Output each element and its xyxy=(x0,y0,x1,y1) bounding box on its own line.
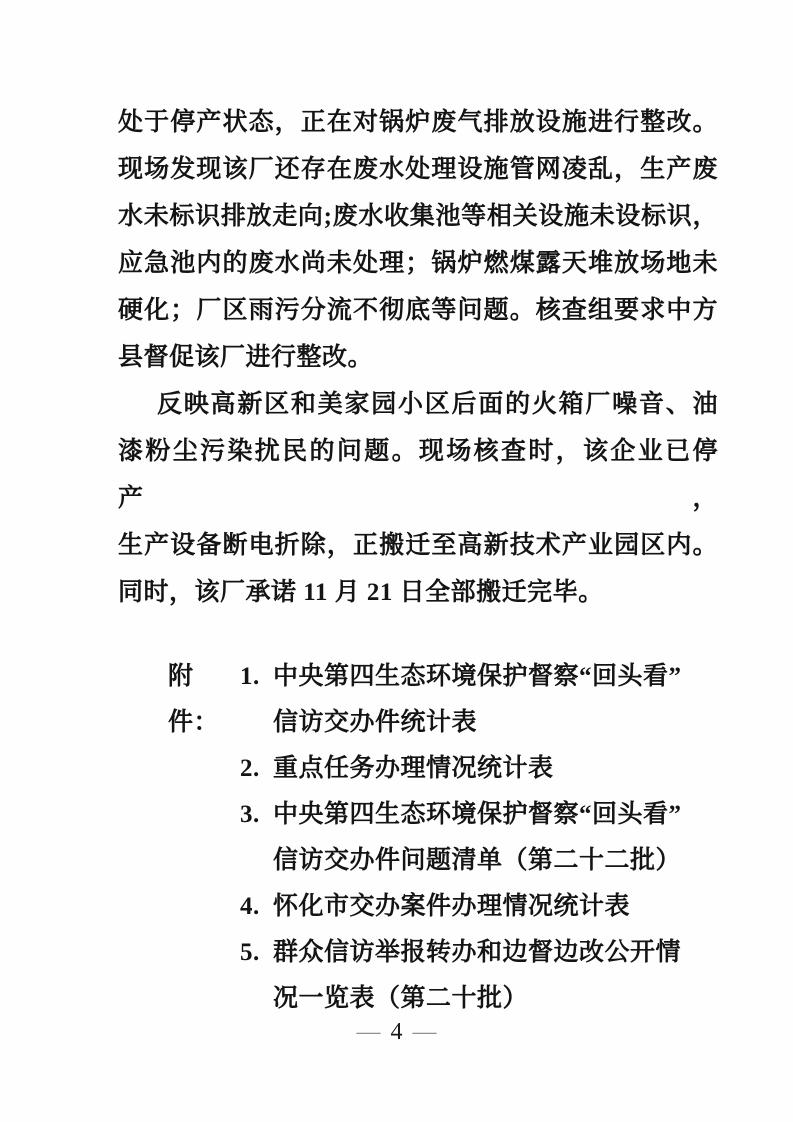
page-number-right-dash: — xyxy=(412,1019,437,1045)
attachment-item-number: 5. xyxy=(240,939,260,966)
body-text-line: 现场发现该厂还存在废水处理设施管网凌乱，生产废 xyxy=(118,156,718,183)
attachment-text-line: 怀化市交办案件办理情况统计表 xyxy=(273,893,631,920)
body-text-line: 县督促该厂进行整改。 xyxy=(118,344,374,371)
attachment-text-line: 重点任务办理情况统计表 xyxy=(273,755,554,782)
attachment-text-line: 况一览表（第二十批） xyxy=(273,985,529,1012)
attachment-text-line: 中央第四生态环境保护督察“回头看” xyxy=(273,801,682,828)
page-number-left-dash: — xyxy=(356,1019,381,1045)
body-text-line: 水未标识排放走向;废水收集池等相关设施未设标识， xyxy=(118,203,718,230)
attachment-item-text xyxy=(273,930,718,1022)
attachment-item-text xyxy=(273,792,718,884)
attachments-label: 附件： xyxy=(168,663,220,736)
body-text-line: 同时，该厂承诺 11 月 21 日全部搬迁完毕。 xyxy=(118,579,604,606)
attachment-item xyxy=(240,792,718,884)
attachment-text-line: 信访交办件问题清单（第二十二批） xyxy=(273,847,682,874)
attachment-item-number: 2. xyxy=(240,755,260,782)
attachment-text-line: 信访交办件统计表 xyxy=(273,709,478,736)
body-text-line: 处于停产状态，正在对锅炉废气排放设施进行整改。 xyxy=(118,109,718,136)
attachment-item xyxy=(240,654,718,746)
attachment-item xyxy=(240,930,718,1022)
body-text-line: 硬化；厂区雨污分流不彻底等问题。核查组要求中方 xyxy=(118,297,718,324)
body-text-line: 生产设备断电折除，正搬迁至高新技术产业园区内。 xyxy=(118,532,718,559)
attachment-item-text xyxy=(273,884,718,930)
body-text-line: 漆粉尘污染扰民的问题。现场核查时，该企业已停产， xyxy=(118,438,718,512)
attachment-item-number: 1. xyxy=(240,663,260,690)
attachments-section xyxy=(118,654,718,1022)
page-number xyxy=(0,1019,793,1046)
attachment-item xyxy=(240,884,718,930)
body-text-line: 反映高新区和美家园小区后面的火箱厂噪音、油 xyxy=(157,391,718,418)
attachment-text-line: 群众信访举报转办和边督边改公开情 xyxy=(273,939,682,966)
attachment-item-text xyxy=(273,654,718,746)
attachment-text-line: 中央第四生态环境保护督察“回头看” xyxy=(273,663,682,690)
attachment-item-number: 3. xyxy=(240,801,260,828)
attachments-list xyxy=(240,654,718,1022)
document-body xyxy=(118,99,718,1022)
paragraph-2 xyxy=(118,381,718,616)
attachment-item-number: 4. xyxy=(240,893,260,920)
body-text-line: 应急池内的废水尚未处理；锅炉燃煤露天堆放场地未 xyxy=(118,250,718,277)
page-number-value: 4 xyxy=(390,1019,403,1045)
paragraph-1 xyxy=(118,99,718,381)
attachment-item xyxy=(240,746,718,792)
attachment-item-text xyxy=(273,746,718,792)
